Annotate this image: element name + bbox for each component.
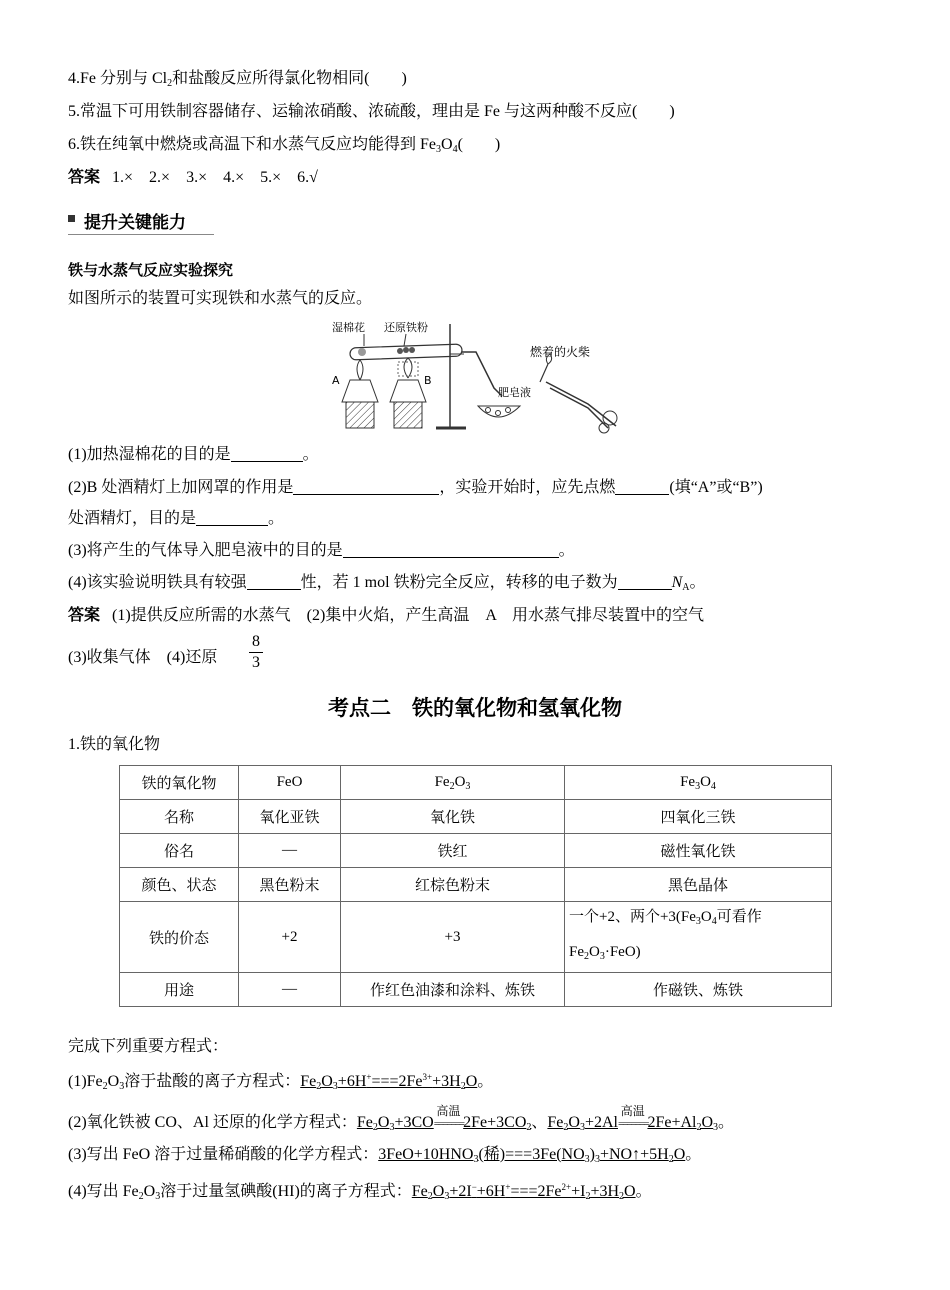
equation-answer: $Fe_2O_3+3CO$ xyxy=(356,1114,434,1133)
answer-row-1 xyxy=(68,166,318,189)
svg-text:燃着的火柴: 燃着的火柴 xyxy=(530,345,591,359)
equation-answer: $3FeO+10HNO_3$(稀)$===3Fe(NO_3)_3+NO↑+5H_2O$ xyxy=(378,1146,686,1165)
table-row: 铁的氧化物 FeO $Fe_2O_3$ $Fe_3O_4$ xyxy=(120,766,832,800)
question-p4: (4)该实验说明铁具有较强 性，若 1 mol 铁粉完全反应，转移的电子数为 $N_A$。 xyxy=(68,574,706,593)
fraction: $\frac{8}{3}$ xyxy=(249,632,263,673)
table-row: 俗名 — 铁红 磁性氧化铁 xyxy=(120,834,832,868)
question-p2-cont: 处酒精灯，目的是 。 xyxy=(68,510,285,527)
svg-text:A: A xyxy=(332,374,340,387)
table-row: 颜色、状态 黑色粉末 红棕色粉末 黑色晶体 xyxy=(120,868,832,902)
svg-text:还原铁粉: 还原铁粉 xyxy=(384,321,428,334)
equation-2: (2)氧化铁被 CO、Al 还原的化学方程式：$Fe_2O_3+3CO$ 高温 ======= $2Fe+3CO_2$、$Fe_2O_3+2Al$ 高温 ======= $2Fe+Al_2O_3$。 xyxy=(68,1104,735,1133)
equation-3: (3)写出 FeO 溶于过量稀硝酸的化学方程式：$3FeO+10HNO_3$(稀)$===3Fe(NO_3)_3+NO↑+5H_2O$。 xyxy=(68,1146,702,1165)
topic-title: 考点二 铁的氧化物和氢氧化物 xyxy=(328,696,622,720)
square-bullet-icon xyxy=(68,215,75,222)
answer-row-3: (3)收集气体 (4)还原 xyxy=(68,649,218,666)
answer-blank[interactable] xyxy=(247,573,301,590)
answer-blank[interactable] xyxy=(196,509,268,526)
reaction-condition: 高温 ======= xyxy=(618,1104,648,1130)
equations-intro: 完成下列重要方程式： xyxy=(68,1038,229,1055)
apparatus-figure xyxy=(326,310,626,434)
question-p2: (2)B 处酒精灯上加网罩的作用是 ，实验开始时，应先点燃 (填“A”或“B”) xyxy=(68,479,763,496)
reaction-condition: 高温 ======= xyxy=(433,1104,464,1130)
section-heading: 提升关键能力 xyxy=(68,206,214,235)
experiment-title: 铁与水蒸气反应实验探究 xyxy=(68,261,234,279)
svg-text:肥皂液: 肥皂液 xyxy=(498,386,531,399)
equation-answer: $Fe_2O_3+6H^+===2Fe^{3+}+3H_2O$ xyxy=(300,1072,478,1092)
answer-blank[interactable] xyxy=(618,573,672,590)
equation-1: $(1)Fe_2O_3$溶于盐酸的离子方程式：$Fe_2O_3+6H^+===2Fe^{3+}+3H_2O$。 xyxy=(68,1072,494,1092)
answer-text: 1.× 2.× 3.× 4.× 5.× 6.√ xyxy=(112,169,318,186)
answer-blank[interactable] xyxy=(231,445,303,462)
question-6: 6.铁在纯氧中燃烧或高温下和水蒸气反应均能得到 $Fe_3O_4$( ) xyxy=(68,136,501,155)
answer-label: 答案 xyxy=(68,167,101,186)
answer-blank[interactable] xyxy=(615,478,669,495)
answer-blank[interactable] xyxy=(343,541,559,558)
equation-4: (4)写出 $Fe_2O_3$溶于过量氢碘酸(HI)的离子方程式：$Fe_2O_3+2I^-+6H^+===2Fe^{2+}+I_2+3H_2O$。 xyxy=(68,1182,652,1202)
question-4: 4.Fe 分别与 $Cl_2$和盐酸反应所得氯化物相同( ) xyxy=(68,70,407,89)
table-row: 用途 — 作红色油漆和涂料、炼铁 作磁铁、炼铁 xyxy=(120,973,832,1007)
question-p1: (1)加热湿棉花的目的是 。 xyxy=(68,446,319,463)
svg-text:湿棉花: 湿棉花 xyxy=(332,321,365,334)
experiment-intro: 如图所示的装置可实现铁和水蒸气的反应。 xyxy=(68,290,373,307)
question-5: 5.常温下可用铁制容器储存、运输浓硝酸、浓硫酸，理由是 Fe 与这两种酸不反应( ) xyxy=(68,103,675,120)
answer-blank[interactable] xyxy=(293,478,439,495)
iron-oxides-table xyxy=(119,765,832,1007)
subsection-title: 1.铁的氧化物 xyxy=(68,736,161,753)
answer-row-2: 答案 (1)提供反应所需的水蒸气 (2)集中火焰，产生高温 A 用水蒸气排尽装置中的空气 xyxy=(68,605,705,624)
equation-answer: $Fe_2O_3+2I^-+6H^+===2Fe^{2+}+I_2+3H_2O$ xyxy=(411,1182,636,1202)
question-p3: (3)将产生的气体导入肥皂液中的目的是 。 xyxy=(68,542,575,559)
table-row: 铁的价态 +2 +3 一个+2、两个$+3(Fe_3O_4$可看作 $Fe_2O_3\cdot FeO$) xyxy=(120,902,832,973)
table-row: 名称 氧化亚铁 氧化铁 四氧化三铁 xyxy=(120,800,832,834)
svg-text:B: B xyxy=(424,374,432,387)
